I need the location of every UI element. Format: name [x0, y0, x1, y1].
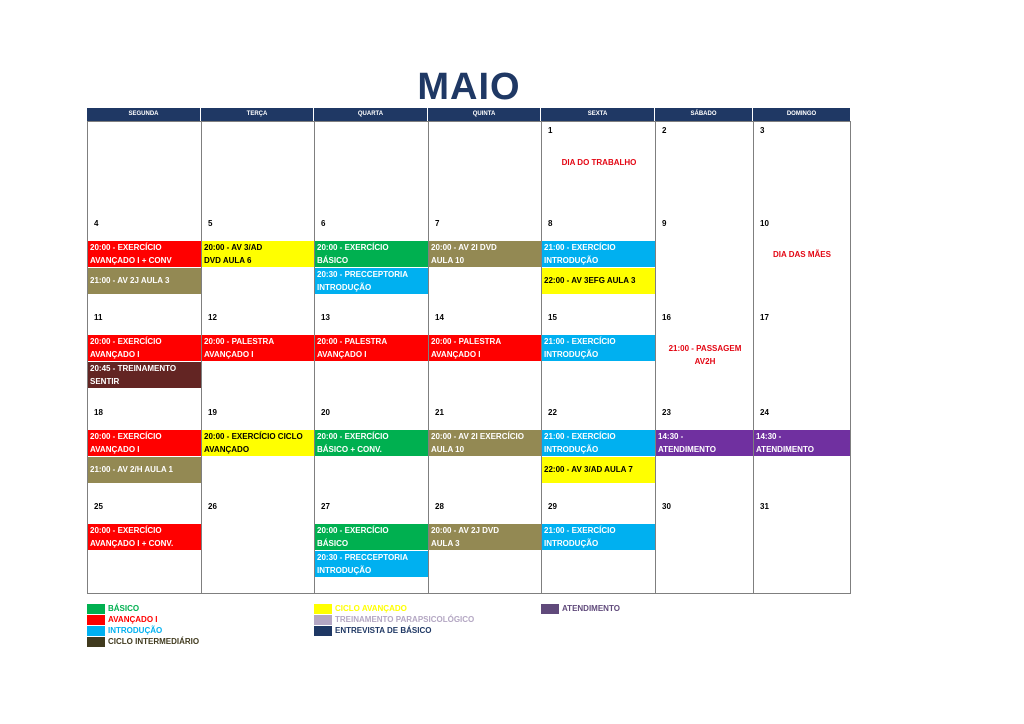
day-cell[interactable]	[428, 215, 542, 310]
day-number: 12	[208, 313, 217, 322]
event-block[interactable]: 20:00 - AV 2J DVD AULA 3	[429, 524, 542, 550]
event-block[interactable]: 20:45 - TREINAMENTO SENTIR	[88, 362, 202, 388]
weekday-header: QUINTA	[428, 108, 541, 121]
legend-label: INTRODUÇÃO	[108, 625, 163, 635]
legend-item	[314, 625, 431, 636]
event-block[interactable]: 20:00 - EXERCÍCIO AVANÇADO I	[88, 335, 202, 361]
day-number: 18	[94, 408, 103, 417]
day-cell[interactable]	[87, 498, 202, 594]
day-number: 2	[662, 126, 667, 135]
event-block[interactable]: 21:00 - AV 2J AULA 3	[88, 268, 202, 294]
day-cell[interactable]	[201, 215, 315, 310]
event-block[interactable]: 20:00 - PALESTRA AVANÇADO I	[429, 335, 542, 361]
day-number: 10	[760, 219, 769, 228]
day-cell[interactable]	[541, 215, 656, 310]
legend-item	[87, 614, 157, 625]
day-cell[interactable]	[314, 121, 429, 216]
day-cell[interactable]	[655, 309, 754, 405]
day-cell[interactable]	[541, 309, 656, 405]
day-cell[interactable]	[314, 498, 429, 594]
day-cell[interactable]	[753, 498, 851, 594]
weekday-header: SEXTA	[541, 108, 655, 121]
day-number: 31	[760, 502, 769, 511]
day-number: 28	[435, 502, 444, 511]
event-block[interactable]: 20:00 - EXERCÍCIO BÁSICO + CONV.	[315, 430, 429, 456]
day-cell[interactable]	[655, 498, 754, 594]
day-number: 8	[548, 219, 553, 228]
legend-swatch	[87, 604, 105, 614]
day-cell[interactable]	[87, 215, 202, 310]
day-number: 16	[662, 313, 671, 322]
event-block[interactable]: 21:00 - EXERCÍCIO INTRODUÇÃO	[542, 241, 656, 267]
legend-item	[87, 636, 199, 647]
day-cell[interactable]	[541, 121, 656, 216]
legend-swatch	[87, 626, 105, 636]
day-cell[interactable]	[87, 309, 202, 405]
legend-label: AVANÇADO I	[108, 614, 158, 624]
day-cell[interactable]	[201, 498, 315, 594]
day-number: 3	[760, 126, 765, 135]
event-block[interactable]: 20:00 - EXERCÍCIO AVANÇADO I + CONV	[88, 241, 202, 267]
event-block[interactable]: 20:00 - EXERCÍCIO BÁSICO	[315, 241, 429, 267]
legend-swatch	[87, 615, 105, 625]
day-number: 21	[435, 408, 444, 417]
page-title: MAIO	[417, 66, 521, 108]
day-cell[interactable]	[428, 309, 542, 405]
day-number: 23	[662, 408, 671, 417]
day-cell[interactable]	[541, 498, 656, 594]
day-number: 6	[321, 219, 326, 228]
day-note: 21:00 - PASSAGEM AV2H	[668, 344, 742, 366]
legend-label: CICLO INTERMEDIÁRIO	[108, 636, 200, 646]
legend-label: ATENDIMENTO	[562, 603, 620, 613]
day-cell[interactable]	[314, 215, 429, 310]
day-cell[interactable]	[314, 404, 429, 499]
weekday-header: SEGUNDA	[87, 108, 201, 121]
day-cell[interactable]	[541, 404, 656, 499]
weekday-header: DOMINGO	[753, 108, 851, 121]
weekday-header: TERÇA	[201, 108, 314, 121]
day-number: 22	[548, 408, 557, 417]
event-block[interactable]: 20:00 - AV 3/AD DVD AULA 6	[202, 241, 315, 267]
day-number: 7	[435, 219, 440, 228]
day-cell[interactable]	[655, 215, 754, 310]
event-block[interactable]: 20:00 - PALESTRA AVANÇADO I	[315, 335, 429, 361]
event-block[interactable]: 14:30 - ATENDIMENTO	[754, 430, 850, 456]
event-block[interactable]: 20:00 - EXERCÍCIO BÁSICO	[315, 524, 429, 550]
event-block[interactable]: 14:30 - ATENDIMENTO	[656, 430, 754, 456]
legend-swatch	[87, 637, 105, 647]
day-cell[interactable]	[201, 121, 315, 216]
day-cell[interactable]	[753, 121, 851, 216]
event-block[interactable]: 22:00 - AV 3EFG AULA 3	[542, 268, 656, 294]
day-number: 25	[94, 502, 103, 511]
day-cell[interactable]	[428, 498, 542, 594]
day-number: 5	[208, 219, 213, 228]
day-cell[interactable]	[87, 404, 202, 499]
day-note: DIA DO TRABALHO	[561, 158, 637, 167]
event-block[interactable]: 21:00 - EXERCÍCIO INTRODUÇÃO	[542, 524, 656, 550]
legend-swatch	[541, 604, 559, 614]
event-block[interactable]: 20:00 - PALESTRA AVANÇADO I	[202, 335, 315, 361]
legend-swatch	[314, 626, 332, 636]
day-cell[interactable]	[655, 404, 754, 499]
legend-swatch	[314, 615, 332, 625]
day-number: 26	[208, 502, 217, 511]
event-block[interactable]: 20:00 - AV 2I DVD AULA 10	[429, 241, 542, 267]
weekday-header: QUARTA	[314, 108, 428, 121]
event-block[interactable]: 20:00 - EXERCÍCIO CICLO AVANÇADO	[202, 430, 315, 456]
event-block[interactable]: 20:00 - EXERCÍCIO AVANÇADO I + CONV.	[88, 524, 202, 550]
day-number: 30	[662, 502, 671, 511]
event-block[interactable]: 20:00 - EXERCÍCIO AVANÇADO I	[88, 430, 202, 456]
day-number: 9	[662, 219, 667, 228]
event-block[interactable]: 21:00 - AV 2/H AULA 1	[88, 457, 202, 483]
day-number: 1	[548, 126, 553, 135]
day-cell[interactable]	[753, 309, 851, 405]
weekday-header: SÁBADO	[655, 108, 753, 121]
day-number: 24	[760, 408, 769, 417]
day-number: 4	[94, 219, 99, 228]
day-cell[interactable]	[753, 404, 851, 499]
event-block[interactable]: 20:30 - PRECCEPTORIA INTRODUÇÃO	[315, 268, 429, 294]
day-cell[interactable]	[428, 404, 542, 499]
day-cell[interactable]	[87, 121, 202, 216]
day-number: 13	[321, 313, 330, 322]
legend-item	[314, 603, 407, 614]
event-block[interactable]: 20:30 - PRECCEPTORIA INTRODUÇÃO	[315, 551, 429, 577]
legend-label: CICLO AVANÇADO	[335, 603, 407, 613]
day-number: 11	[94, 313, 103, 322]
event-block[interactable]: 20:00 - AV 2I EXERCÍCIO AULA 10	[429, 430, 542, 456]
day-cell[interactable]	[201, 309, 315, 405]
legend-label: ENTREVISTA DE BÁSICO	[335, 625, 432, 635]
day-cell[interactable]	[753, 215, 851, 310]
day-cell[interactable]	[428, 121, 542, 216]
event-block[interactable]: 21:00 - EXERCÍCIO INTRODUÇÃO	[542, 430, 656, 456]
legend-item	[314, 614, 474, 625]
day-number: 27	[321, 502, 330, 511]
day-cell[interactable]	[314, 309, 429, 405]
legend-swatch	[314, 604, 332, 614]
day-number: 14	[435, 313, 444, 322]
day-cell[interactable]	[655, 121, 754, 216]
day-number: 29	[548, 502, 557, 511]
legend-item	[87, 625, 162, 636]
legend-item	[541, 603, 620, 614]
day-number: 17	[760, 313, 769, 322]
day-number: 20	[321, 408, 330, 417]
event-block[interactable]: 22:00 - AV 3/AD AULA 7	[542, 457, 656, 483]
day-number: 19	[208, 408, 217, 417]
legend-label: TREINAMENTO PARAPSICOLÓGICO	[335, 614, 475, 624]
event-block[interactable]: 21:00 - EXERCÍCIO INTRODUÇÃO	[542, 335, 656, 361]
legend-item	[87, 603, 139, 614]
day-note: DIA DAS MÃES	[773, 250, 831, 259]
legend-label: BÁSICO	[108, 603, 140, 613]
day-number: 15	[548, 313, 557, 322]
day-cell[interactable]	[201, 404, 315, 499]
